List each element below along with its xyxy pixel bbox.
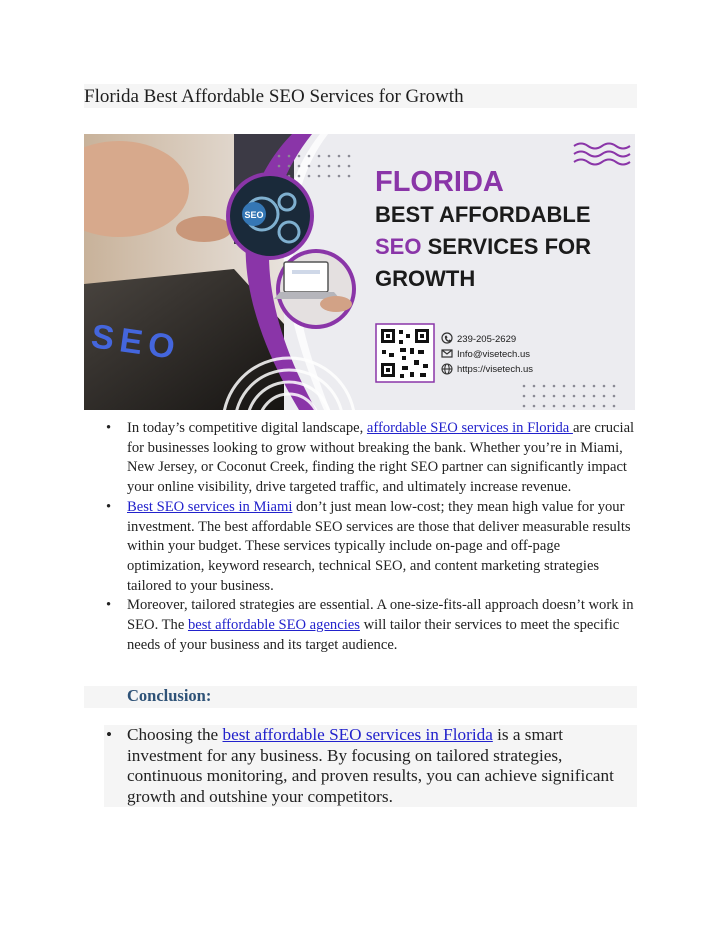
conclusion-text: is a smart investment for any business. By focusing on tailored strategies, continuous monitoring, and proven results, you can achieve significant growth and outshine your competitors. [127,725,614,806]
bullet-text: don’t just mean low-cost; they mean high value for your investment. The best affordable SEO services are those that deliver measurable results within your budget. These services typically include on-page and off-page optimization, keyword research, technical SEO, and content marketing strategies tailored to your business. [127,498,631,594]
qr-code [376,324,434,382]
list-item [84,596,637,655]
conclusion-text: Choosing the [127,725,223,744]
bullet-dot: • [106,597,112,614]
bullet-dot: • [106,420,112,436]
list-item [84,725,624,807]
headline-seo-accent: SEO [375,234,422,259]
bullet-text: are crucial for businesses looking to grow without breaking the bank. Whether you’re in Miami, New Jersey, or Coconut Creek, finding the right SEO partner can significantly impact your online visibility, drive targeted traffic, and ultimately increase revenue. [127,420,635,496]
bullet-dot: • [106,725,113,744]
bullet-text: Moreover, tailored strategies are essential. A one-size-fits-all approach doesn’t work in SEO. The [127,597,634,634]
content-bullet-list [84,419,637,655]
link-affordable-seo-florida[interactable]: affordable SEO services in Florida [366,420,573,436]
conclusion-heading: Conclusion: [127,686,212,705]
list-item [84,498,637,597]
page-title: Florida Best Affordable SEO Services for Growth [84,86,464,107]
headline-florida: FLORIDA [375,166,504,198]
list-item [84,419,637,498]
keyboard-seo-text: SEO [88,317,184,368]
conclusion-list [84,725,624,807]
bullet-text: will tailor their services to meet the specific needs of your business and its target audience. [127,617,620,653]
bullet-text: In today’s competitive digital landscape, [127,420,367,436]
bullet-dot: • [106,498,112,515]
gear-badge-text: SEO [244,210,264,220]
headline-best-affordable: BEST AFFORDABLE [375,202,591,227]
link-best-affordable-seo-florida[interactable]: best affordable SEO services in Florida [222,725,493,744]
contact-email: Info@visetech.us [457,349,531,360]
laptop-icon [284,262,328,292]
link-best-seo-miami[interactable]: Best SEO services in Miami [127,498,293,515]
headline-services-for: SERVICES FOR [427,234,592,259]
hero-banner [84,134,635,410]
contact-phone: 239-205-2629 [457,334,517,345]
link-best-affordable-agencies[interactable]: best affordable SEO agencies [187,617,360,634]
contact-website: https://visetech.us [457,364,534,375]
headline-growth: GROWTH [375,266,476,291]
banner-graphic [84,134,635,410]
headline-seo-services [375,234,591,259]
gear-circle [230,176,310,256]
